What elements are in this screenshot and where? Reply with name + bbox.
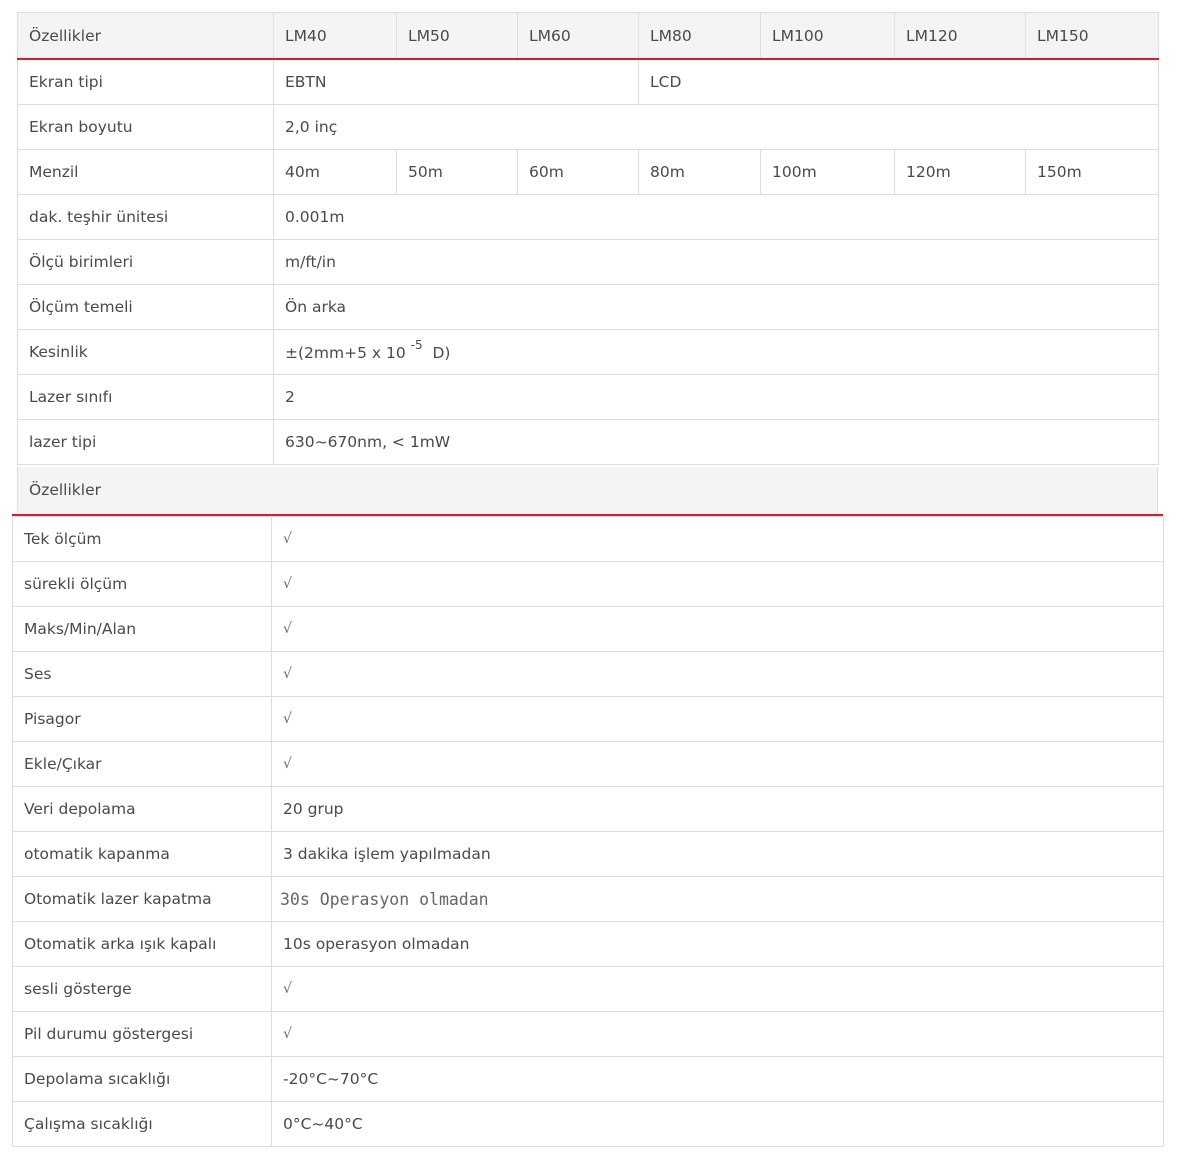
row-value — [274, 330, 1159, 375]
table-row — [18, 375, 1159, 420]
table-row — [13, 742, 1164, 787]
row-label: sürekli ölçüm — [13, 562, 272, 607]
row-value: EBTN — [274, 59, 639, 105]
header-cell: LM40 — [274, 13, 397, 60]
row-value: LCD — [639, 59, 1159, 105]
row-label: Maks/Min/Alan — [13, 607, 272, 652]
row-value: √ — [272, 562, 1164, 607]
row-label: Tek ölçüm — [13, 517, 272, 562]
row-label: Ölçüm temeli — [18, 285, 274, 330]
table-row — [18, 420, 1159, 465]
row-value: 2 — [274, 375, 1159, 420]
row-label: Ses — [13, 652, 272, 697]
row-value: √ — [272, 697, 1164, 742]
row-label: Pil durumu göstergesi — [13, 1012, 272, 1057]
row-value: 20 grup — [272, 787, 1164, 832]
row-value: 2,0 inç — [274, 105, 1159, 150]
row-value: 100m — [761, 150, 895, 195]
table-row — [13, 967, 1164, 1012]
table-row — [13, 787, 1164, 832]
row-value: 630~670nm, < 1mW — [274, 420, 1159, 465]
table-row — [13, 697, 1164, 742]
table-row — [18, 195, 1159, 240]
row-value: -20°C~70°C — [272, 1057, 1164, 1102]
row-label: Ekle/Çıkar — [13, 742, 272, 787]
accuracy-exponent: -5 — [410, 338, 423, 353]
row-value: √ — [272, 742, 1164, 787]
header-cell: LM120 — [895, 13, 1026, 60]
row-label: Ekran boyutu — [18, 105, 274, 150]
row-label: lazer tipi — [18, 420, 274, 465]
accuracy-prefix: ±(2mm+5 x 10 — [285, 344, 406, 363]
table-row — [13, 1102, 1164, 1147]
row-value: 30s Operasyon olmadan — [272, 877, 1164, 922]
table-row — [13, 562, 1164, 607]
table-row — [13, 1057, 1164, 1102]
table-row — [13, 832, 1164, 877]
row-label: Pisagor — [13, 697, 272, 742]
header-cell: LM60 — [518, 13, 639, 60]
table-row — [13, 922, 1164, 967]
table-row — [18, 330, 1159, 375]
row-label: Çalışma sıcaklığı — [13, 1102, 272, 1147]
table-header-row — [18, 13, 1159, 60]
row-value: √ — [272, 1012, 1164, 1057]
table-row — [18, 240, 1159, 285]
row-value: 10s operasyon olmadan — [272, 922, 1164, 967]
row-value: 0.001m — [274, 195, 1159, 240]
row-label: Veri depolama — [13, 787, 272, 832]
row-label: Kesinlik — [18, 330, 274, 375]
header-cell: LM100 — [761, 13, 895, 60]
row-value: 80m — [639, 150, 761, 195]
table-row — [18, 105, 1159, 150]
row-label: Ölçü birimleri — [18, 240, 274, 285]
spec-table — [17, 12, 1159, 465]
table-row — [18, 150, 1159, 195]
table-row — [13, 877, 1164, 922]
header-cell: LM150 — [1026, 13, 1159, 60]
table-row — [13, 607, 1164, 652]
header-cell: Özellikler — [18, 13, 274, 60]
row-value: 150m — [1026, 150, 1159, 195]
row-value: Ön arka — [274, 285, 1159, 330]
row-label: sesli gösterge — [13, 967, 272, 1012]
header-cell: LM50 — [397, 13, 518, 60]
row-value: √ — [272, 517, 1164, 562]
row-label: Otomatik lazer kapatma — [13, 877, 272, 922]
row-label: Menzil — [18, 150, 274, 195]
table-row — [13, 1012, 1164, 1057]
row-label: Otomatik arka ışık kapalı — [13, 922, 272, 967]
accuracy-suffix: D) — [432, 344, 451, 363]
row-value: 60m — [518, 150, 639, 195]
row-value: 120m — [895, 150, 1026, 195]
row-value: 0°C~40°C — [272, 1102, 1164, 1147]
row-value: √ — [272, 652, 1164, 697]
row-label: Ekran tipi — [18, 59, 274, 105]
row-value: 50m — [397, 150, 518, 195]
row-value: m/ft/in — [274, 240, 1159, 285]
row-label: Depolama sıcaklığı — [13, 1057, 272, 1102]
table-row — [18, 59, 1159, 105]
row-value: 40m — [274, 150, 397, 195]
table-row — [13, 652, 1164, 697]
row-label: otomatik kapanma — [13, 832, 272, 877]
row-value: 3 dakika işlem yapılmadan — [272, 832, 1164, 877]
row-label: Lazer sınıfı — [18, 375, 274, 420]
features-section-title: Özellikler — [17, 467, 1158, 514]
table-row — [13, 517, 1164, 562]
row-label: dak. teşhir ünitesi — [18, 195, 274, 240]
row-value: √ — [272, 607, 1164, 652]
row-value: √ — [272, 967, 1164, 1012]
header-cell: LM80 — [639, 13, 761, 60]
table-row — [18, 285, 1159, 330]
features-table — [12, 516, 1164, 1147]
